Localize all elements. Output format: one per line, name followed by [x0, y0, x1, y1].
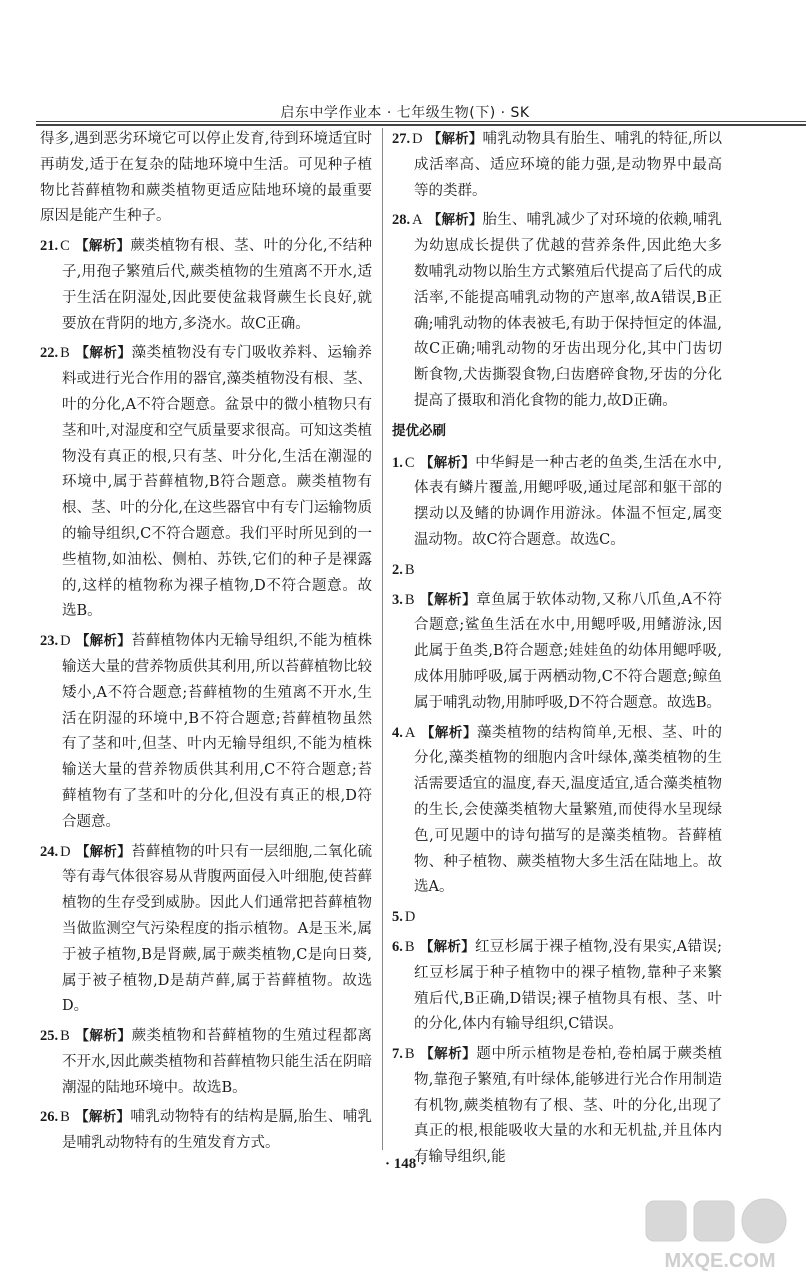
analysis-tag: 【解析】 [427, 131, 483, 147]
running-header: 启东中学作业本 · 七年级生物(下) · SK [280, 105, 530, 121]
answer-item [40, 1024, 372, 1101]
item-text: 胎生、哺乳减少了对环境的依赖,哺乳为幼崽成长提供了优越的营养条件,因此绝大多数哺乳动物以胎生方式繁殖后代提高了后代的成活率,不能提高哺乳动物的产崽率,故A错误,B正确;哺乳动物的体表被毛,有助于保持恒定的体温,故C正确;哺乳动物的牙齿出现分化,其中门齿切断食物,犬齿撕裂食物,臼齿磨碎食物,牙齿的分化提高了摄取和消化食物的能力,故D正确。 [414, 212, 723, 409]
item-number: 21. [40, 238, 59, 255]
item-answer: B [404, 561, 415, 578]
answer-item [392, 1042, 722, 1171]
item-text: 藻类植物的结构简单,无根、茎、叶的分化,藻类植物的细胞内含叶绿体,藻类植物的生活需要适宜的温度,春天,温度适宜,适合藻类植物的生长,会使藻类植物大量繁殖,而使得水呈现绿色,可见题中的诗句描写的是藻类植物。苔藓植物、种子植物、蕨类植物大多生活在陆地上。故选A。 [414, 724, 723, 896]
answer-item [40, 840, 372, 1021]
item-text: 红豆杉属于裸子植物,没有果实,A错误;红豆杉属于种子植物中的裸子植物,靠种子来繁殖后代,B正确,D错误;裸子植物具有根、茎、叶的分化,体内有输导组织,C错误。 [414, 938, 722, 1033]
answer-item [392, 558, 722, 584]
item-text: 苔藓植物的叶只有一层细胞,二氧化硫等有毒气体很容易从背腹两面侵入叶细胞,使苔藓植物的生存受到威胁。因此人们通常把苔藓植物当做监测空气污染程度的指示植物。A是玉米,属于被子植物,B是肾蕨,属于蕨类植物,C是向日葵,属于被子植物,D是葫芦藓,属于苔藓植物。故选D。 [62, 843, 373, 1015]
item-text: 哺乳动物特有的结构是膈,胎生、哺乳是哺乳动物特有的生殖发育方式。 [62, 1109, 373, 1152]
analysis-tag: 【解析】 [419, 591, 477, 608]
answer-item [392, 127, 722, 204]
item-answer: B [60, 345, 70, 362]
analysis-tag: 【解析】 [75, 633, 131, 650]
intro-continuation: 得多,遇到恶劣环境它可以停止发育,待到环境适宜时再萌发,适于在复杂的陆地环境中生活。可见种子植物比苔藓植物和蕨类植物更适应陆地环境的最重要原因是能产生种子。 [40, 131, 372, 225]
item-text: 哺乳动物具有胎生、哺乳的特征,所以成活率高、适应环境的能力强,是动物界中最高等的类群。 [414, 131, 723, 199]
item-number: 22. [40, 345, 59, 362]
item-text: 蕨类植物和苔藓植物的生殖过程都离不开水,因此蕨类植物和苔藓植物只能生活在阴暗潮湿的陆地环境中。故选B。 [62, 1028, 373, 1096]
answer-item [392, 935, 722, 1038]
item-number: 5. [392, 909, 403, 926]
item-answer: D [412, 131, 423, 147]
item-answer: D [404, 909, 416, 926]
item-answer: B [404, 591, 415, 608]
item-answer: D [60, 843, 71, 860]
answer-item [392, 451, 722, 554]
item-text: 题中所示植物是卷柏,卷柏属于蕨类植物,靠孢子繁殖,有叶绿体,能够进行光合作用制造有机物,蕨类植物有了根、茎、叶的分化,出现了真正的根,根能吸收大量的水和无机盐,并且体内有输导组织,能 [414, 1046, 723, 1166]
right-column [392, 127, 722, 1175]
item-answer: D [60, 633, 71, 650]
item-text: 苔藓植物体内无输导组织,不能为植株输送大量的营养物质供其利用,所以苔藓植物比较矮小,A不符合题意;苔藓植物的生殖离不开水,生活在阴湿的环境中,B不符合题意;苔藓植物虽然有了茎和叶,但茎、叶内无输导组织,不能为植株输送大量的营养物质供其利用,C不符合题意;苔藓植物有了茎和叶的分化,但没有真正的根,D符合题意。 [62, 633, 373, 830]
item-answer: B [404, 938, 415, 955]
answer-item [392, 905, 722, 931]
item-text: 蕨类植物有根、茎、叶的分化,不结种子,用孢子繁殖后代,蕨类植物的生殖离不开水,适于生活在阴湿处,因此要使盆栽肾蕨生长良好,就要放在背阴的地方,多浇水。故C正确。 [62, 238, 373, 332]
analysis-tag: 【解析】 [75, 843, 131, 860]
answer-item [392, 588, 722, 717]
column-divider [382, 128, 383, 1150]
left-column [40, 127, 372, 1161]
answer-item [392, 208, 722, 414]
answer-item [392, 721, 722, 902]
watermark-logo [640, 1195, 800, 1275]
analysis-tag: 【解析】 [419, 454, 476, 471]
analysis-tag: 【解析】 [74, 1028, 132, 1045]
item-number: 7. [392, 1046, 403, 1063]
item-answer: A [404, 724, 416, 741]
item-answer: B [404, 1046, 415, 1063]
item-number: 25. [40, 1028, 59, 1045]
item-number: 4. [392, 724, 403, 741]
analysis-tag: 【解析】 [419, 1046, 477, 1063]
analysis-tag: 【解析】 [74, 1109, 131, 1126]
header-rule [36, 121, 806, 122]
item-number: 27. [392, 131, 411, 147]
analysis-tag: 【解析】 [427, 212, 483, 229]
analysis-tag: 【解析】 [419, 938, 475, 955]
item-number: 3. [392, 591, 403, 608]
item-answer: A [412, 212, 423, 229]
watermark-url: MXQE.COM [664, 1250, 776, 1272]
item-number: 6. [392, 938, 403, 955]
answer-item [40, 234, 372, 337]
page-number: · 148 · [384, 1156, 425, 1172]
item-number: 26. [40, 1109, 59, 1126]
analysis-tag: 【解析】 [420, 724, 477, 741]
item-text: 藻类植物没有专门吸收养料、运输养料或进行光合作用的器官,藻类植物没有根、茎、叶的分化,A不符合题意。盆景中的微小植物只有茎和叶,对湿度和空气质量要求很高。可知这类植物没有真正的根,只有茎、叶分化,生活在潮湿的环境中,属于苔藓植物,B符合题意。蕨类植物有根、茎、叶的分化,在这些器官中有专门运输物质的输导组织,C不符合题意。我们平时所见到的一些植物,如油松、侧柏、苏铁,它们的种子是裸露的,这样的植物称为裸子植物,D不符合题意。故选B。 [62, 345, 373, 620]
header-rule-thick [36, 124, 806, 126]
answer-item [40, 629, 372, 835]
section-title: 提优必刷 [392, 422, 446, 439]
item-number: 2. [392, 561, 403, 578]
item-number: 1. [392, 454, 403, 471]
item-text: 章鱼属于软体动物,又称八爪鱼,A不符合题意;鲨鱼生活在水中,用鳃呼吸,用鳍游泳,因此属于鱼类,B符合题意;娃娃鱼的幼体用鳃呼吸,成体用肺呼吸,属于两栖动物,C不符合题意;鲸鱼属于哺乳动物,用肺呼吸,D不符合题意。故选B。 [414, 591, 722, 711]
item-answer: C [60, 238, 70, 255]
analysis-tag: 【解析】 [74, 238, 131, 255]
item-number: 23. [40, 633, 59, 650]
item-answer: B [60, 1028, 70, 1045]
item-text: 中华鲟是一种古老的鱼类,生活在水中,体表有鳞片覆盖,用鳃呼吸,通过尾部和躯干部的摆动以及鳍的协调作用游泳。体温不恒定,属变温动物。故C符合题意。故选C。 [414, 454, 723, 548]
item-number: 28. [392, 212, 411, 229]
analysis-tag: 【解析】 [74, 345, 132, 362]
answer-item [40, 341, 372, 625]
item-answer: C [404, 454, 415, 471]
item-number: 24. [40, 843, 59, 860]
item-answer: B [60, 1109, 70, 1126]
answer-item [40, 1105, 372, 1157]
